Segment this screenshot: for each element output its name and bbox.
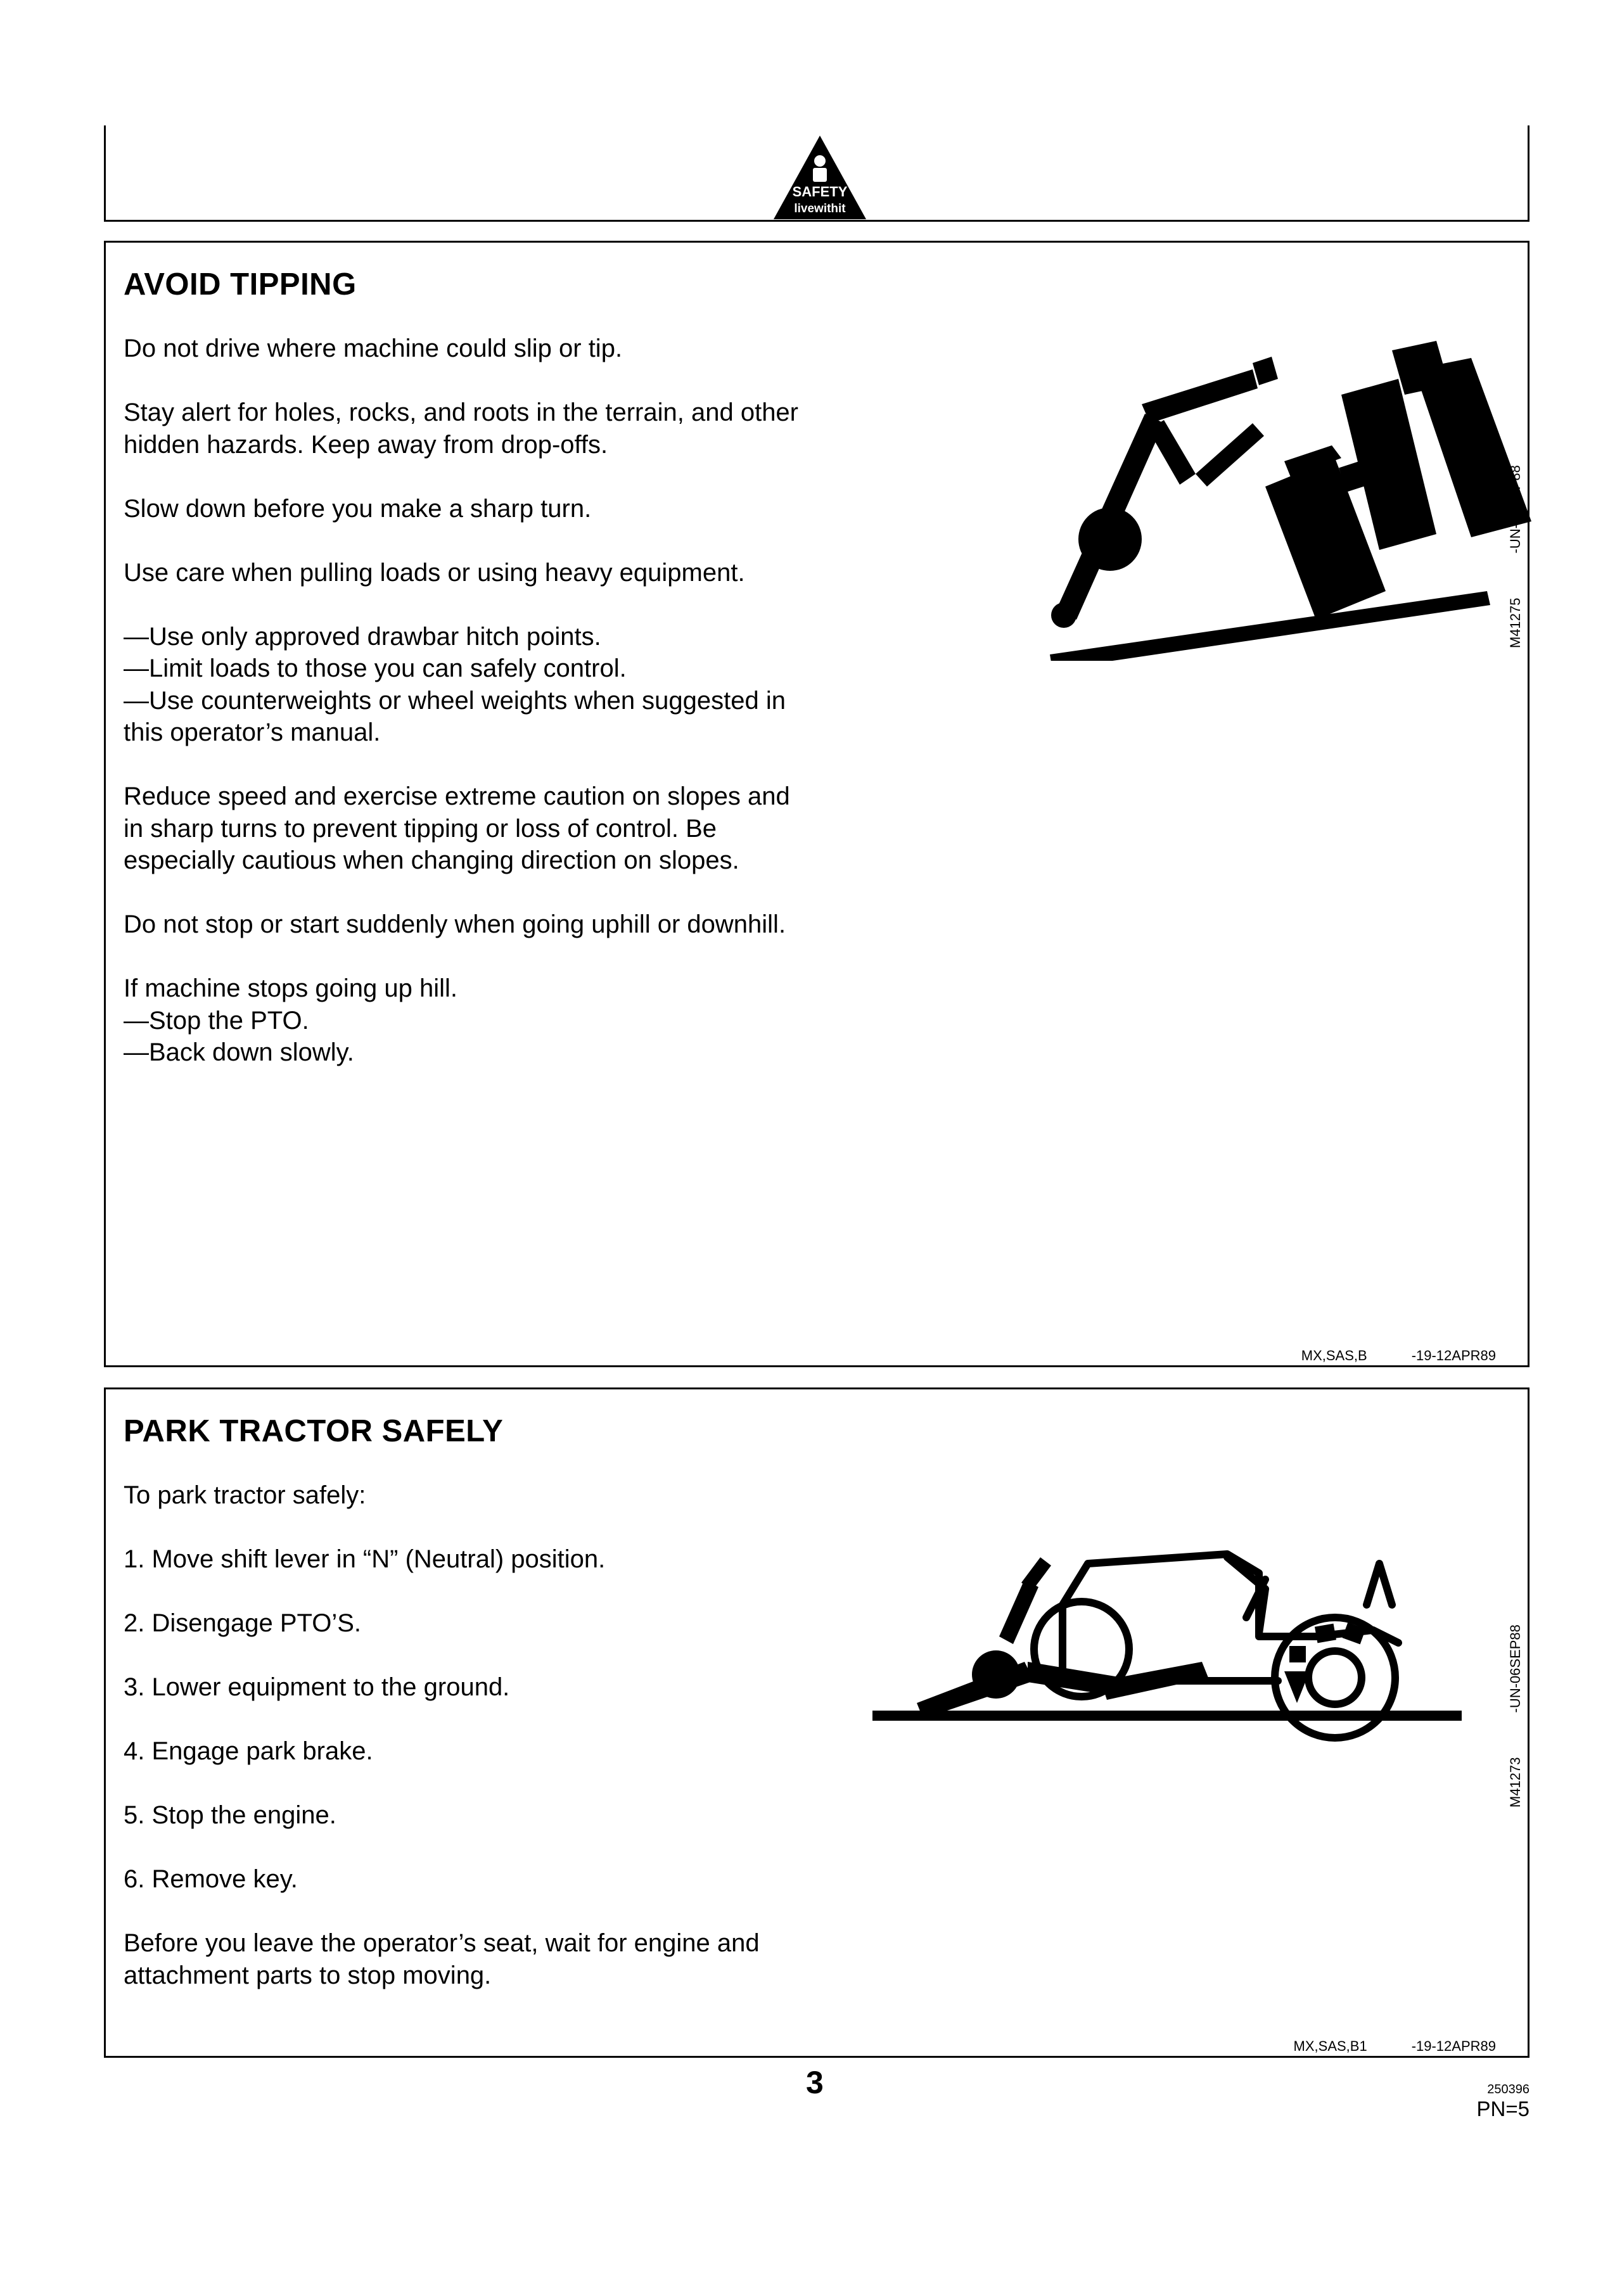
paragraph: Stay alert for holes, rocks, and roots in the terrain, and other hidden hazards. Keep away from drop-offs. <box>124 399 798 459</box>
bullet-item: —Back down slowly. <box>124 1038 354 1066</box>
paragraph: Do not stop or start suddenly when going uphill or downhill. <box>124 910 786 938</box>
tipping-tractor-illustration <box>898 268 1563 661</box>
pn-label: PN=5 <box>1476 2097 1529 2121</box>
list-item: 6. Remove key. <box>124 1865 298 1893</box>
paragraph: Slow down before you make a sharp turn. <box>124 494 592 523</box>
paragraph: To park tractor safely: <box>124 1481 366 1509</box>
svg-text:SAFETY: SAFETY <box>792 184 848 200</box>
bullet-item: —Use counterweights or wheel weights when suggested in this operator’s manual. <box>124 686 786 746</box>
bullet-item: —Limit loads to those you can safely control. <box>124 654 627 682</box>
section-title: AVOID TIPPING <box>124 267 357 302</box>
parked-tractor-illustration <box>872 1453 1569 1789</box>
bullet-item: —Use only approved drawbar hitch points. <box>124 622 601 651</box>
list-item: 3. Lower equipment to the ground. <box>124 1673 510 1701</box>
list-item: 5. Stop the engine. <box>124 1801 336 1829</box>
section-body <box>124 333 814 1069</box>
list-item: 1. Move shift lever in “N” (Neutral) position. <box>124 1545 606 1573</box>
section-ref-code: MX,SAS,B1 -19-12APR89 <box>1293 2038 1496 2054</box>
paragraph: Before you leave the operator’s seat, wait for engine and attachment parts to stop moving. <box>124 1929 760 1989</box>
paragraph: Do not drive where machine could slip or tip. <box>124 335 623 362</box>
safety-alert-triangle-icon <box>771 133 869 222</box>
svg-text:livewithit: livewithit <box>794 202 846 215</box>
bullet-item: —Stop the PTO. <box>124 1006 309 1035</box>
paragraph: Use care when pulling loads or using heavy equipment. <box>124 558 745 587</box>
illustration-code: M41273-UN-06SEP88 <box>1507 1624 1523 1808</box>
list-item: 4. Engage park brake. <box>124 1737 373 1765</box>
page-number: 3 <box>806 2065 824 2100</box>
avoid-tipping-section <box>104 241 1529 1367</box>
list-item: 2. Disengage PTO’S. <box>124 1609 362 1637</box>
illustration-code: M41275-UN-06SEP88 <box>1507 465 1523 648</box>
park-tractor-section <box>104 1387 1529 2058</box>
paragraph: Reduce speed and exercise extreme caution on slopes and in sharp turns to prevent tipping or loss of control. Be especially cautious when changing direction on slopes. <box>124 782 790 874</box>
section-title: PARK TRACTOR SAFELY <box>124 1414 504 1448</box>
paragraph: If machine stops going up hill. <box>124 974 457 1002</box>
section-ref-code: MX,SAS,B -19-12APR89 <box>1301 1348 1496 1363</box>
document-id: 250396 <box>1487 2082 1529 2096</box>
section-body <box>124 1479 814 2024</box>
